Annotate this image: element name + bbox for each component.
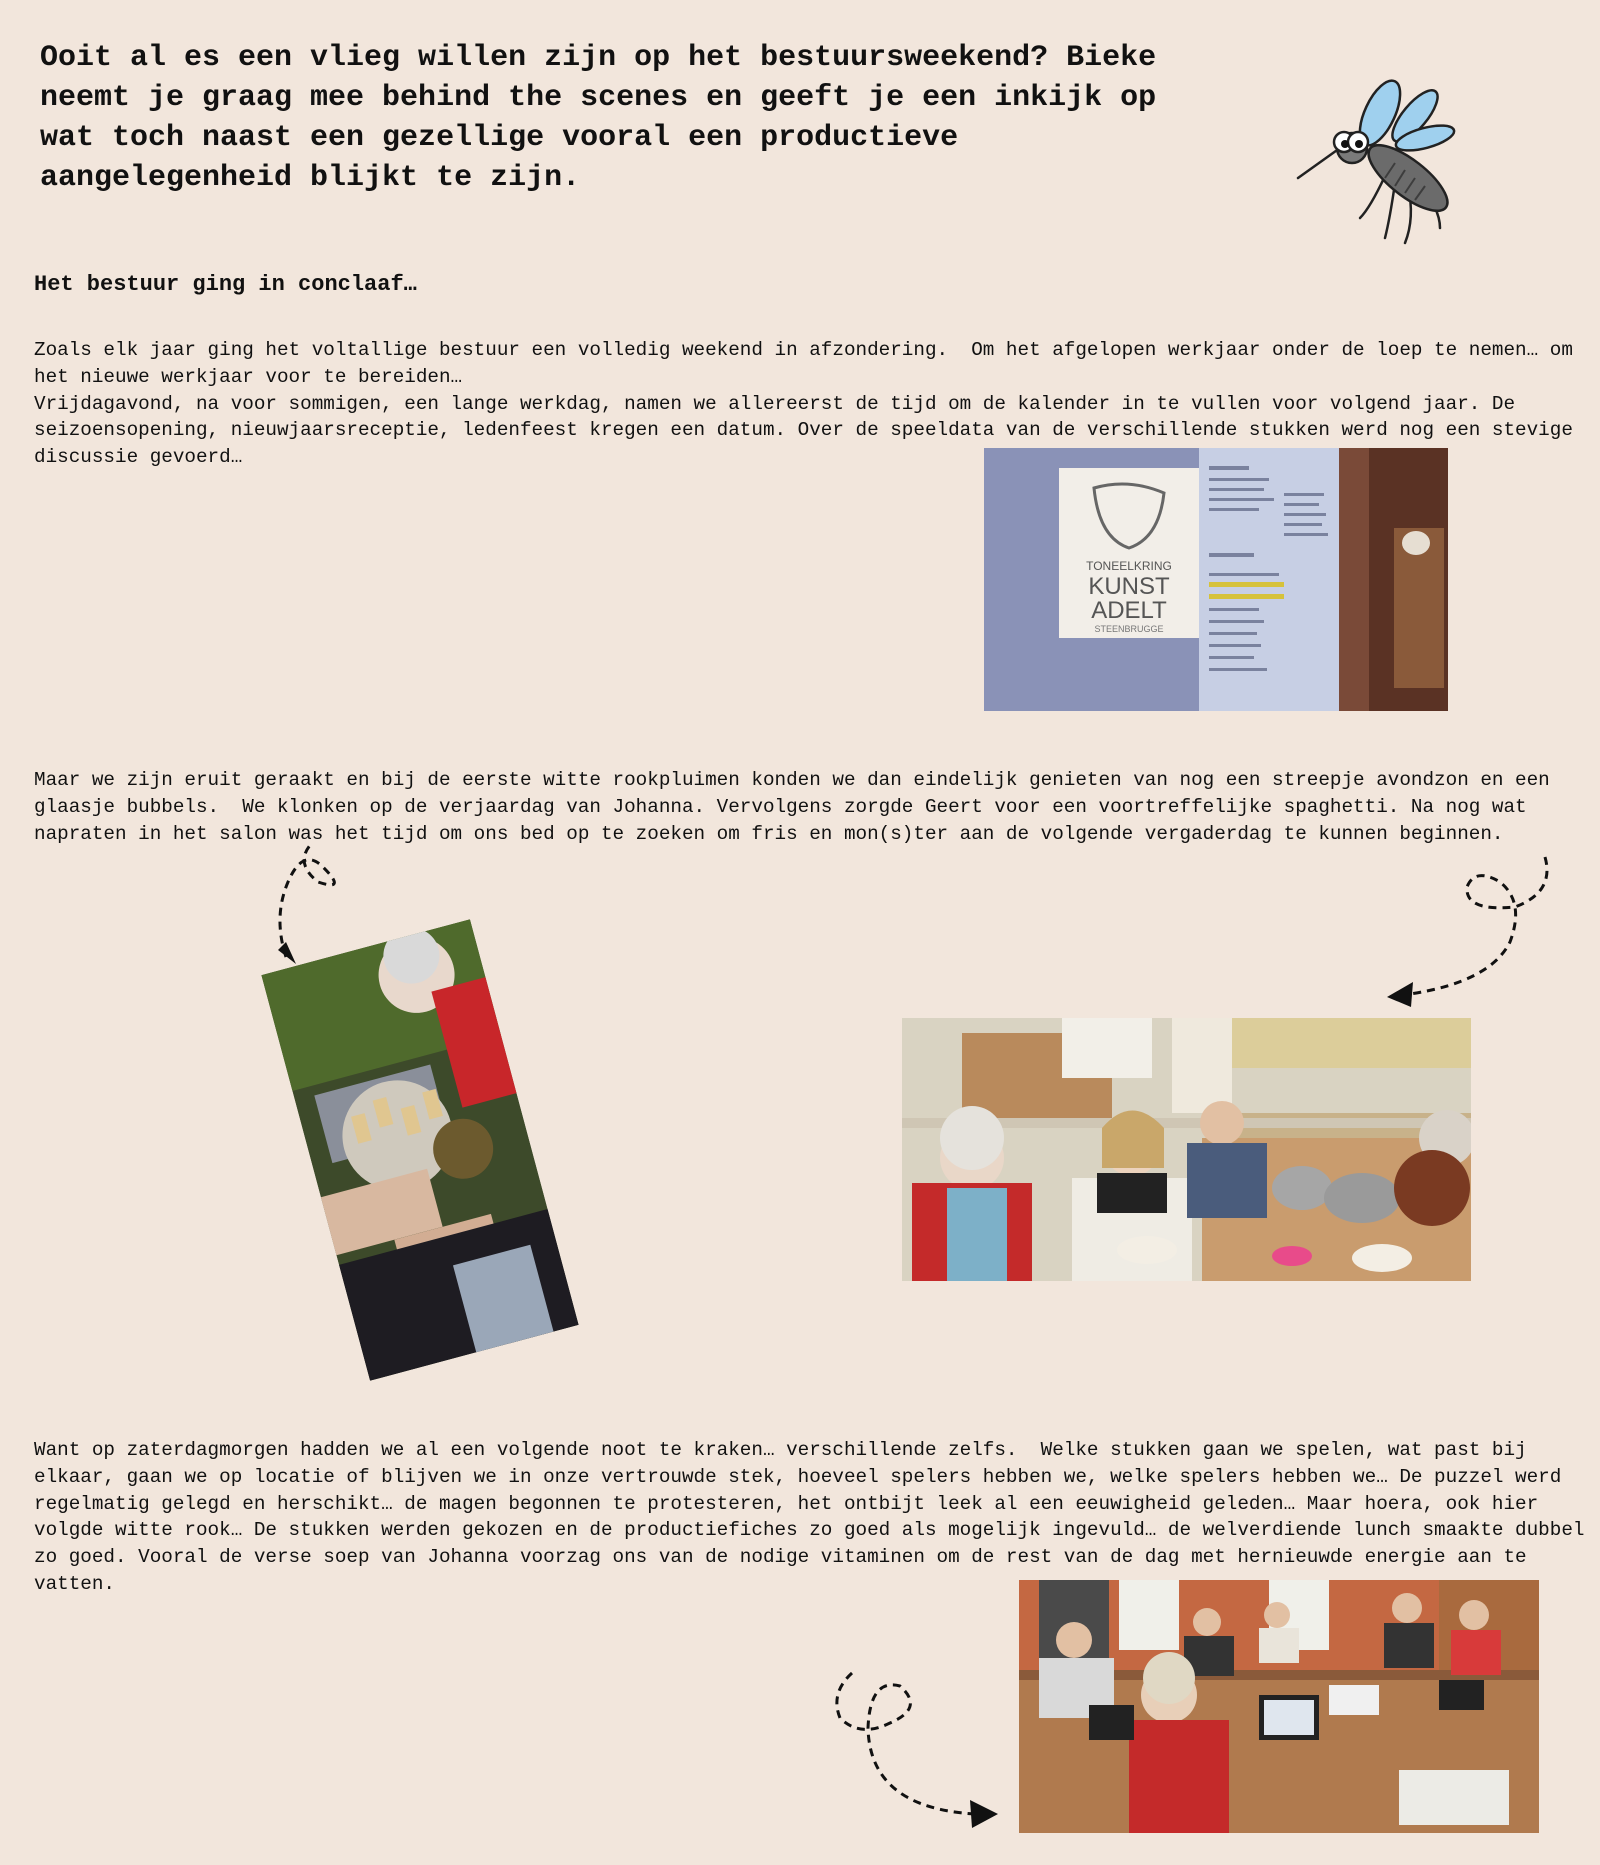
dashed-arrow-icon <box>268 822 358 972</box>
paragraph-friday: Zoals elk jaar ging het voltallige bestuur een volledig weekend in afzondering. Om het afgelopen werkjaar onder de loep te nemen… om het nieuwe werkjaar voor te bereiden… Vrijdagavond, na voor sommigen, een lange werkdag, namen we allereerst de tijd om de kalender in te vullen voor volgend jaar. De seizoensopening, nieuwjaarsreceptie, ledenfeest kregen een datum. Over de speeldata van de verschillende stukken werd nog een stevige discussie gevoerd… <box>34 339 1573 469</box>
intro-text: Ooit al es een vlieg willen zijn op het bestuursweekend? Bieke neemt je graag mee behind the scenes en geeft je een inkijk op wat toch naast een gezellige vooral een productieve aangelegenheid blijkt te zijn. <box>40 41 1157 195</box>
dashed-arrow-icon <box>830 1668 1000 1833</box>
meeting-room-photo <box>1019 1580 1539 1833</box>
logo-line-4: STEENBRUGGE <box>1094 624 1164 634</box>
projector-photo <box>984 448 1448 711</box>
logo-line-2: KUNST <box>1088 573 1170 600</box>
mosquito-icon <box>1290 78 1465 250</box>
section-heading: Het bestuur ging in conclaaf… <box>34 272 417 297</box>
paragraph-saturday: Want op zaterdagmorgen hadden we al een volgende noot te kraken… verschillende zelfs. Welke stukken gaan we spelen, wat past bij elkaar, gaan we op locatie of blijven we in onze vertrouwde stek, hoeveel spelers hebben we, welke spelers hebben we… De puzzel werd regelmatig gelegd en herschikt… de magen begonnen te protesteren, het ontbijt leek al een eeuwigheid geleden… Maar hoera, ook hier volgde witte rook… De stukken werden gekozen en de productiefiches zo goed als mogelijk ingevuld… de welverdiende lunch smaakte dubbel zo goed. Vooral de verse soep van Johanna voorzag ons van de nodige vitaminen om de rest van de dag met hernieuwde energie aan te vatten. <box>34 1439 1597 1595</box>
logo-line-1: TONEELKRING <box>1086 559 1172 573</box>
dashed-arrow-icon <box>1385 852 1555 1012</box>
garden-toast-photo <box>261 919 578 1381</box>
logo-line-3: ADELT <box>1091 597 1167 624</box>
paragraph-evening: Maar we zijn eruit geraakt en bij de eerste witte rookpluimen konden we dan eindelijk genieten van nog een streepje avondzon en een glaasje bubbels. We klonken op de verjaardag van Johanna. Vervolgens zorgde Geert voor een voortreffelijke spaghetti. Na nog wat napraten in het salon was het tijd om ons bed op te zoeken om fris en mon(s)ter aan de volgende vergaderdag te kunnen beginnen. <box>34 769 1562 845</box>
kitchen-dinner-photo <box>902 1018 1471 1281</box>
